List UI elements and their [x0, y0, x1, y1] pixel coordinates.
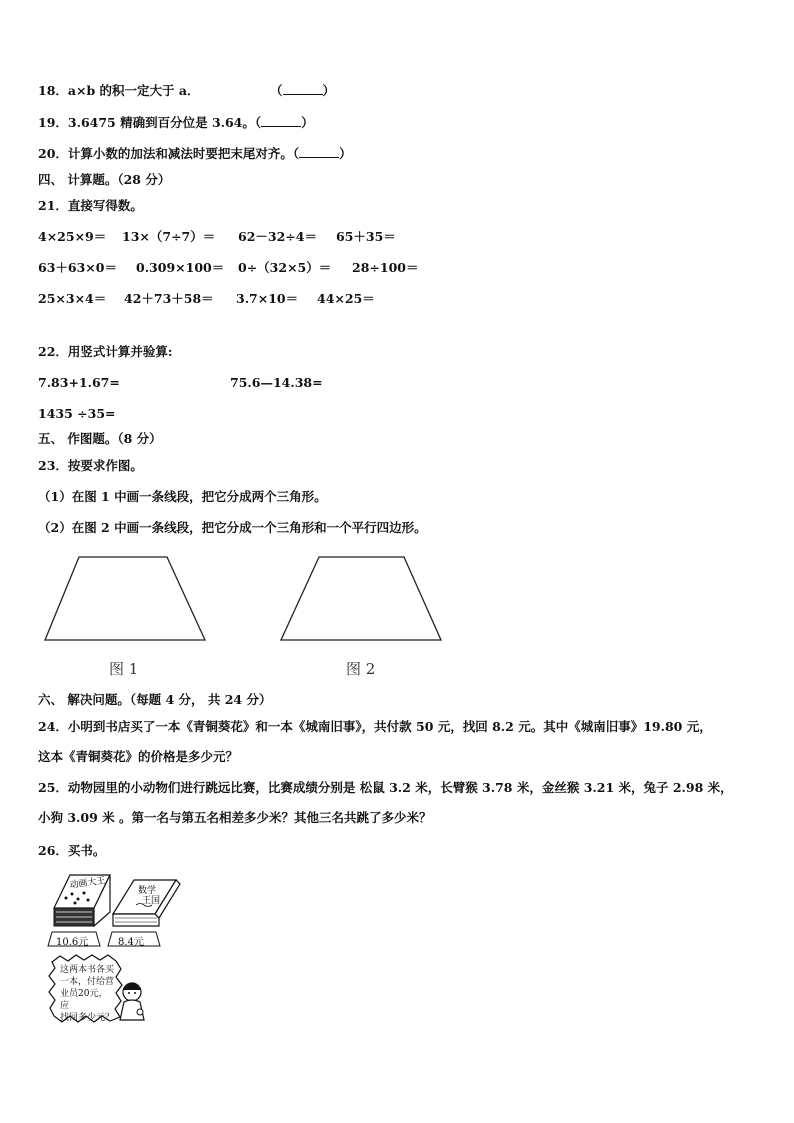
- calc-item: 0.309×100＝: [136, 260, 225, 275]
- calc-item: 28÷100＝: [352, 260, 419, 275]
- question-25-line2: 小狗 3.09 米 。第一名与第五名相差多少米？其他三名共跳了多少米？: [38, 810, 432, 825]
- vertical-calc-item: 75.6—14.38=: [230, 375, 323, 390]
- question-24-line2: 这本《青铜葵花》的价格是多少元？: [38, 749, 239, 764]
- book-2-title-line2: 王国: [142, 896, 161, 906]
- vertical-calc-item: 1435 ÷35=: [38, 406, 116, 421]
- book-1-title: 动画大王: [69, 876, 107, 891]
- question-18-text: 18．a×b 的积一定大于 a．: [38, 83, 200, 98]
- figure-1-caption: 图 1: [109, 660, 139, 678]
- calc-item: 3.7×10＝: [236, 291, 299, 306]
- question-20-text: 20．计算小数的加法和减法时要把末尾对齐。（: [38, 146, 300, 161]
- calc-item: 25×3×4＝: [38, 291, 107, 306]
- question-23-title: 23．按要求作图。: [38, 458, 143, 473]
- calc-item: 0÷（32×5）＝: [238, 260, 332, 275]
- question-23-part1: （1）在图 1 中画一条线段，把它分成两个三角形。: [38, 489, 327, 504]
- question-19: 19．3.6475 精确到百分位是 3.64。（ ）: [38, 115, 314, 130]
- calc-item: 13×（7÷7）＝: [122, 229, 216, 244]
- calc-item: 4×25×9＝: [38, 229, 107, 244]
- calc-item: 62－32÷4＝: [238, 229, 317, 244]
- section-heading-4: 四、 计算题。（28 分）: [38, 172, 171, 187]
- child-figure-icon: [120, 983, 144, 1020]
- answer-blank-18[interactable]: （ ）: [270, 83, 336, 98]
- question-26-title: 26．买书。: [38, 843, 106, 858]
- question-22-title: 22．用竖式计算并验算:: [38, 344, 173, 359]
- calc-item: 44×25＝: [317, 291, 375, 306]
- figure-2-caption: 图 2: [346, 660, 376, 678]
- section-heading-6: 六、 解决问题。（每题 4 分， 共 24 分）: [38, 692, 272, 707]
- question-23-part2: （2）在图 2 中画一条线段，把它分成一个三角形和一个平行四边形。: [38, 520, 427, 535]
- book-2-price: 8.4元: [118, 937, 144, 948]
- question-20: 20．计算小数的加法和减法时要把末尾对齐。（ ）: [38, 146, 352, 161]
- calc-item: 42＋73＋58＝: [124, 291, 214, 306]
- question-21-title: 21．直接写得数。: [38, 198, 143, 213]
- calc-item: 63＋63×0＝: [38, 260, 117, 275]
- book-1-price: 10.6元: [56, 937, 89, 948]
- question-19-text: 19．3.6475 精确到百分位是 3.64。（: [38, 115, 262, 130]
- book-2-title-line1: 数学: [138, 886, 157, 896]
- speech-bubble-text: 这两本书各买 一本，付给营 业员20元，应 找回多少元？: [60, 965, 115, 1023]
- vertical-calc-item: 7.83+1.67=: [38, 375, 120, 390]
- question-24-line1: 24．小明到书店买了一本《青铜葵花》和一本《城南旧事》，共付款 50 元，找回 8.2 元。其中《城南旧事》19.80 元，: [38, 719, 712, 734]
- calc-item: 65＋35＝: [336, 229, 396, 244]
- section-heading-5: 五、 作图题。（8 分）: [38, 431, 162, 446]
- question-25-line1: 25．动物园里的小动物们进行跳远比赛，比赛成绩分别是 松鼠 3.2 米，长臂猴 3.78 米，金丝猴 3.21 米，兔子 2.98 米，: [38, 780, 733, 795]
